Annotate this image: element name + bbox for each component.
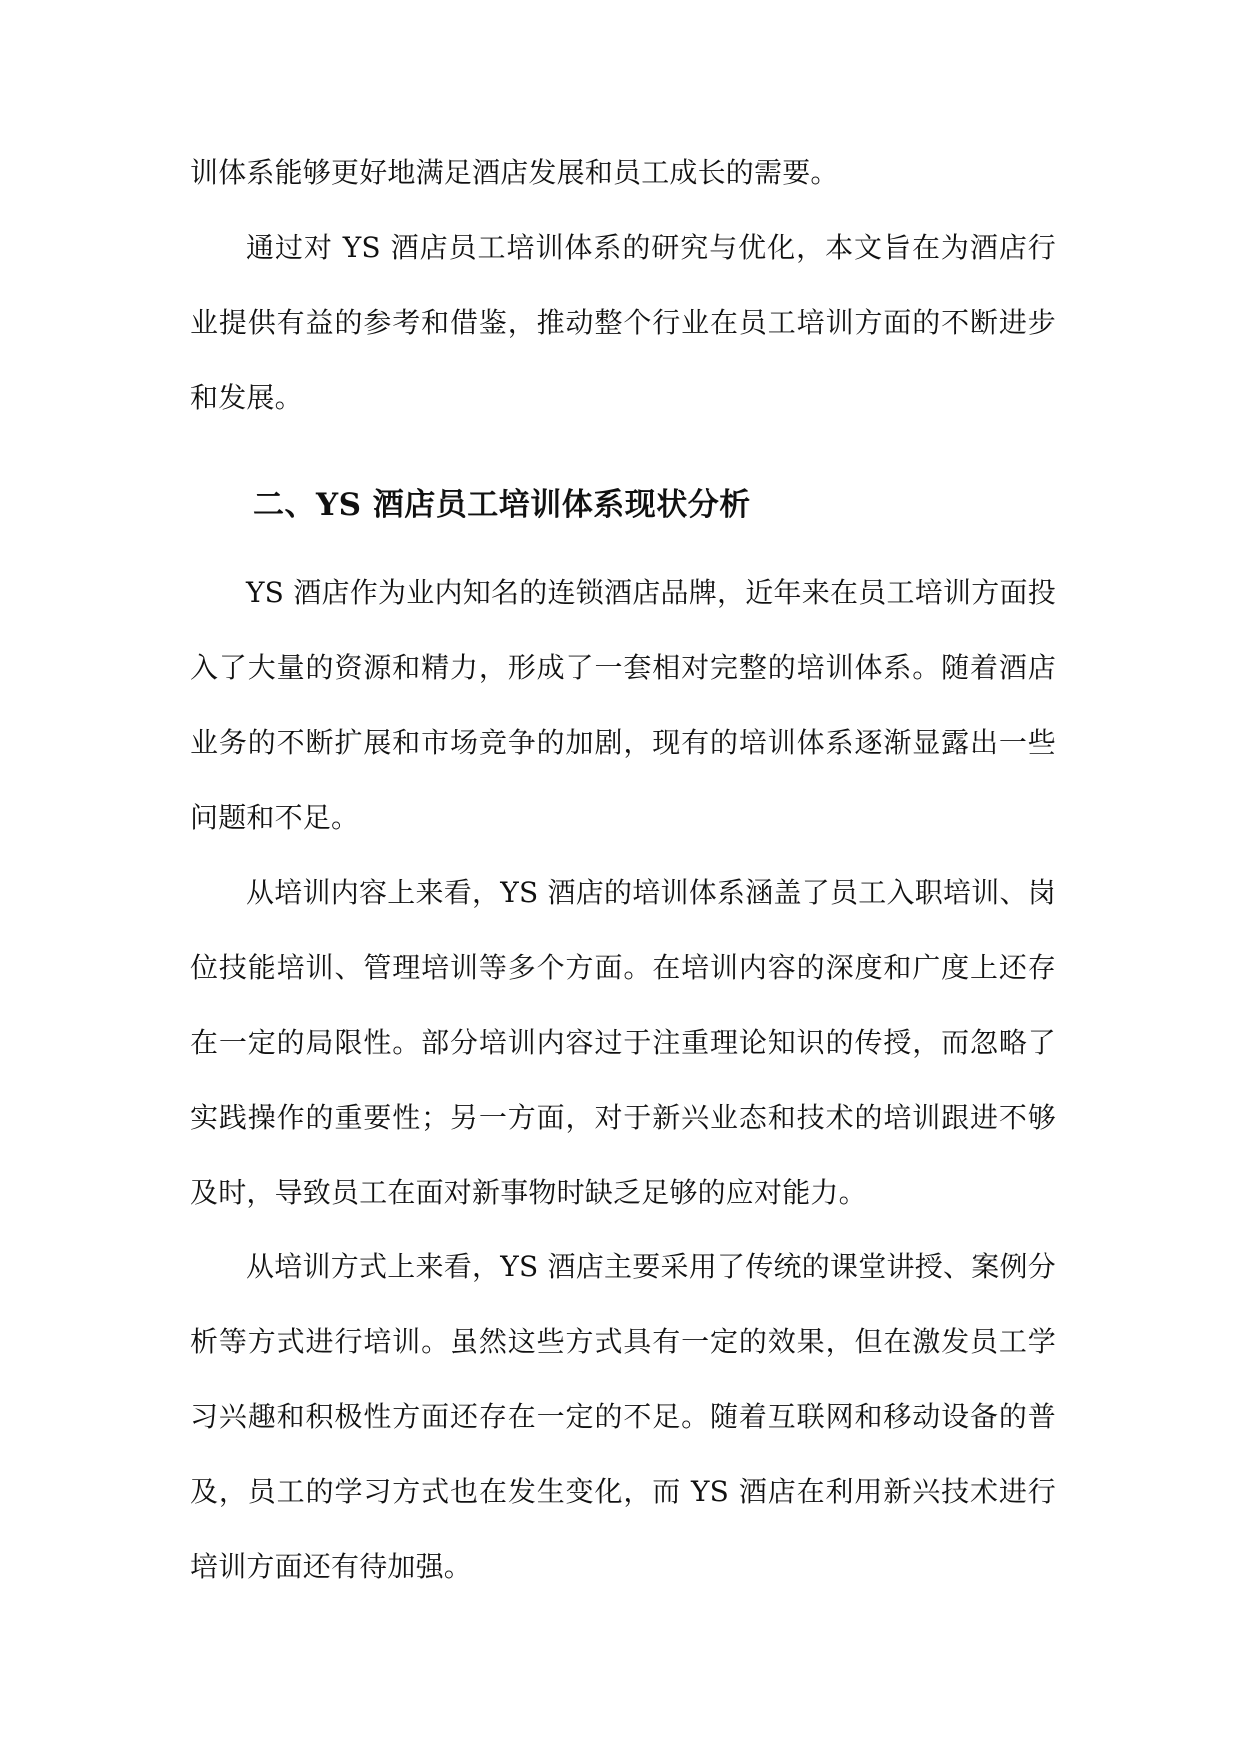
paragraph-continuation: 训体系能够更好地满足酒店发展和员工成长的需要。 [190, 156, 839, 189]
paragraph-purpose: 通过对 YS 酒店员工培训体系的研究与优化，本文旨在为酒店行业提供有益的参考和借鉴，推动整个行业在员工培训方面的不断进步和发展。 [190, 231, 1056, 414]
paragraph-overview: YS 酒店作为业内知名的连锁酒店品牌，近年来在员工培训方面投入了大量的资源和精力，形成了一套相对完整的培训体系。随着酒店业务的不断扩展和市场竞争的加剧，现有的培训体系逐渐显露出一些问题和不足。 [190, 576, 1056, 834]
paragraph-training-content: 从培训内容上来看，YS 酒店的培训体系涵盖了员工入职培训、岗位技能培训、管理培训等多个方面。在培训内容的深度和广度上还存在一定的局限性。部分培训内容过于注重理论知识的传授，而忽略了实践操作的重要性；另一方面，对于新兴业态和技术的培训跟进不够及时，导致员工在面对新事物时缺乏足够的应对能力。 [190, 876, 1056, 1209]
section-heading: 二、YS 酒店员工培训体系现状分析 [253, 487, 751, 523]
paragraph-training-methods: 从培训方式上来看，YS 酒店主要采用了传统的课堂讲授、案例分析等方式进行培训。虽然这些方式具有一定的效果，但在激发员工学习兴趣和积极性方面还存在一定的不足。随着互联网和移动设备的普及，员工的学习方式也在发生变化，而 YS 酒店在利用新兴技术进行培训方面还有待加强。 [190, 1250, 1056, 1583]
